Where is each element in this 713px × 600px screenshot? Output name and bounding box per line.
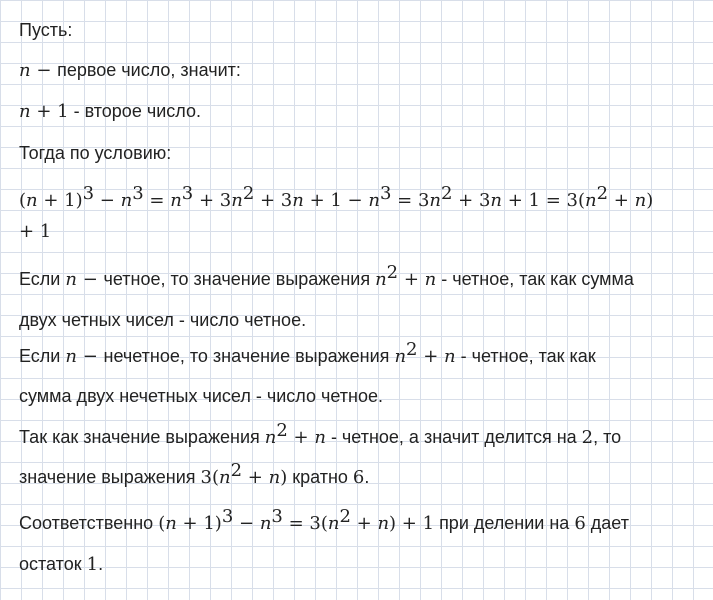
plus-one: + 1	[30, 101, 69, 122]
second-number-text: - второе число.	[68, 101, 201, 121]
line-conclusion-2: остаток 1.	[19, 554, 104, 575]
line-odd-1: Если n − нечетное, то значение выражения $n^2 + n$ - четное, так как	[19, 339, 596, 367]
line-even-2: двух четных чисел - число четное.	[19, 310, 307, 330]
let-label: Пусть:	[19, 20, 73, 40]
line-second-number	[19, 100, 201, 123]
var-n: n	[19, 60, 31, 81]
condition-text: Тогда по условию:	[19, 143, 172, 163]
line-let	[19, 19, 72, 41]
formula-wrap: + 1	[19, 221, 52, 242]
line-conclusion-1: Соответственно $(n + 1)^3 - n^3 = 3(n^2 + n) + 1$ при делении на 6 дает	[19, 506, 629, 534]
var-n: n	[19, 101, 31, 122]
line-condition	[19, 142, 171, 164]
first-number-text: первое число, значит:	[57, 60, 241, 80]
line-since-1: Так как значение выражения $n^2 + n$ - четное, а значит делится на 2, то	[19, 420, 622, 448]
line-even-1: Если n − четное, то значение выражения $n^2 + n$ - четное, так как сумма	[19, 262, 634, 290]
line-first-number	[19, 59, 241, 82]
line-odd-2: сумма двух нечетных чисел - число четное.	[19, 386, 383, 406]
line-since-2: значение выражения $3(n^2 + n)$ кратно 6.	[19, 460, 370, 488]
dash: −	[30, 60, 58, 81]
main-formula: $(n + 1)^3 - n^3 = n^3 + 3n^2 + 3n + 1 - n^3 = 3n^2 + 3n + 1 = 3(n^2 + n)$	[19, 183, 654, 211]
